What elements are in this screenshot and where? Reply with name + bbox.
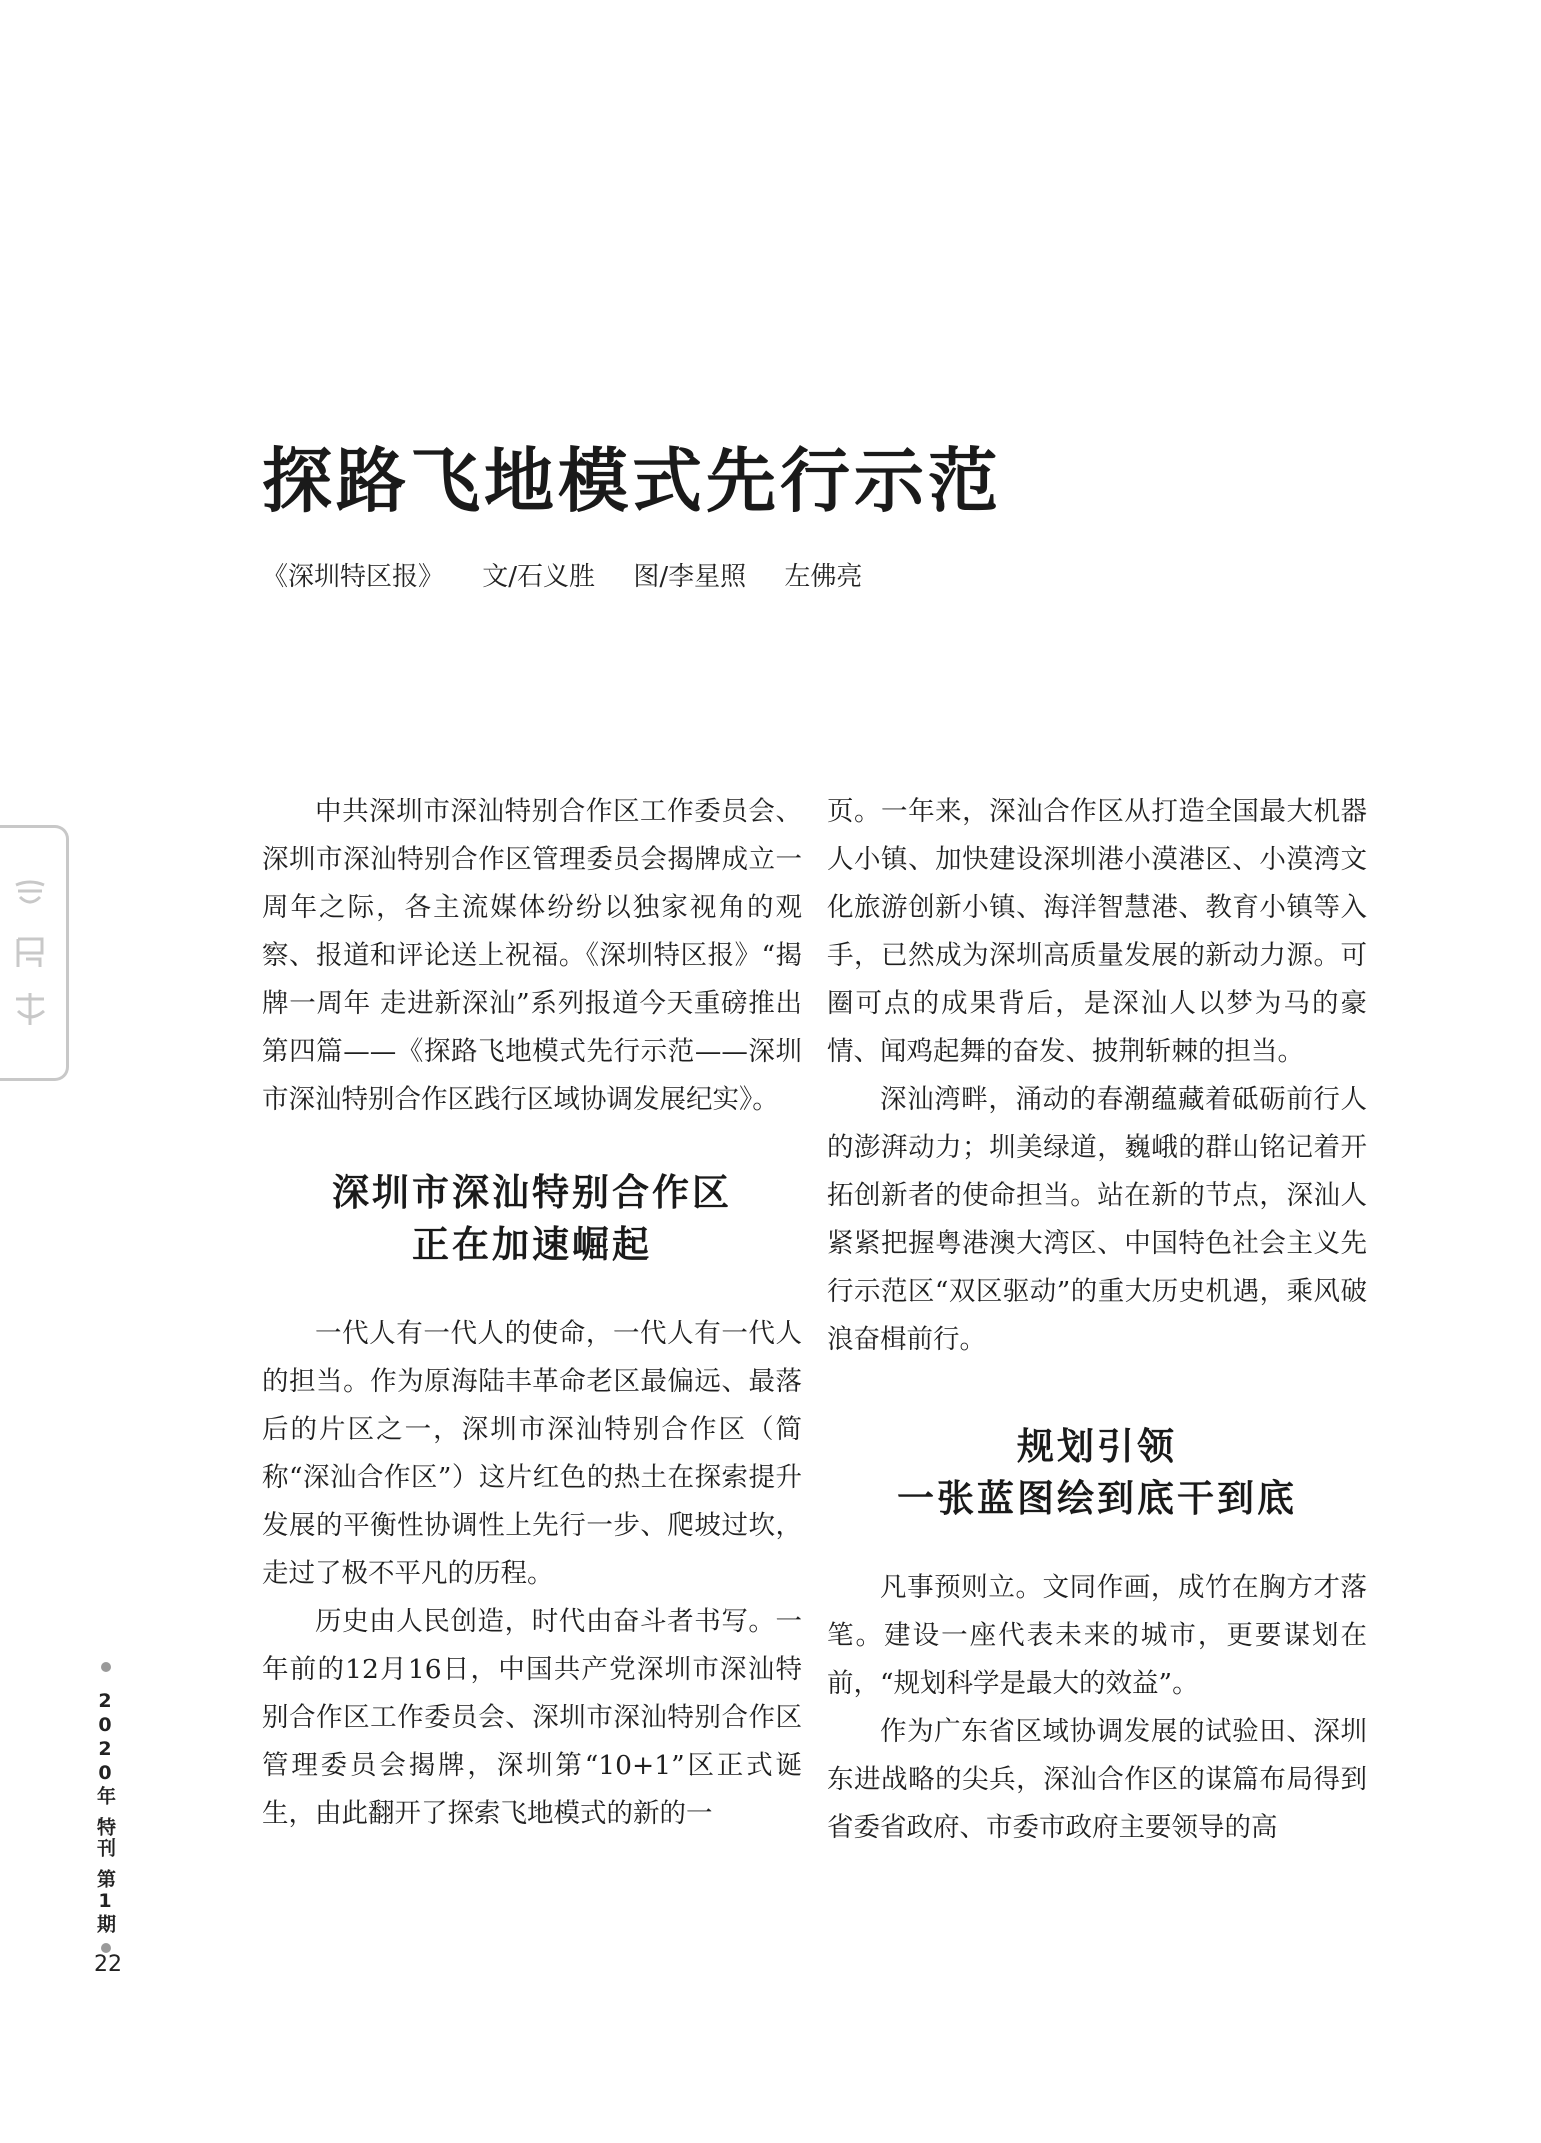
body-paragraph: 一代人有一代人的使命，一代人有一代人的担当。作为原海陆丰革命老区最偏远、最落后的片区之一，深圳市深汕特别合作区（简称“深汕合作区”）这片红色的热土在探索提升发展的平衡性协调性上先行一步、爬坡过坎，走过了极不平凡的历程。 (262, 1318, 802, 1589)
section-heading-1-line-1: 深圳市深汕特别合作区 (332, 1170, 732, 1214)
issue-year: 2020年 (94, 1690, 116, 1807)
body-paragraph: 历史由人民创造，时代由奋斗者书写。一年前的12月16日，中国共产党深圳市深汕特别合作区工作委员会、深圳市深汕特别合作区管理委员会揭牌，深圳第“10+1”区正式诞生，由此翻开了探索飞地模式的新的一 (262, 1606, 802, 1829)
issue-number: 第1期 (94, 1869, 116, 1935)
seal-stamp-icon (0, 825, 69, 1081)
intro-paragraph: 中共深圳市深汕特别合作区工作委员会、深圳市深汕特别合作区管理委员会揭牌成立一周年之际，各主流媒体纷纷以独家视角的观察、报道和评论送上祝福。《深圳特区报》“揭牌一周年 走进新深汕”系列报道今天重磅推出第四篇——《探路飞地模式先行示范——深圳市深汕特别合作区践行区域协调发展纪实》。 (262, 796, 802, 1115)
section-heading-1 (262, 1166, 802, 1270)
byline-source: 《深圳特区报》 (262, 562, 445, 592)
left-column (262, 788, 802, 1838)
body-paragraph: 作为广东省区域协调发展的试验田、深圳东进战略的尖兵，深汕合作区的谋篇布局得到省委省政府、市委市政府主要领导的高 (827, 1716, 1367, 1843)
issue-label (92, 1680, 119, 1935)
byline-writer: 文/石义胜 (482, 562, 596, 592)
byline-photographer: 图/李星照 (633, 562, 747, 592)
section-heading-2-line-1: 规划引领 (1017, 1424, 1177, 1468)
section-heading-1-line-2: 正在加速崛起 (412, 1222, 652, 1266)
section-heading-2-line-2: 一张蓝图绘到底干到底 (897, 1476, 1297, 1520)
seal-glyph-icon (10, 989, 50, 1029)
body-paragraph-continued: 页。一年来，深汕合作区从打造全国最大机器人小镇、加快建设深圳港小漠港区、小漠湾文化旅游创新小镇、海洋智慧港、教育小镇等入手，已然成为深圳高质量发展的新动力源。可圈可点的成果背后，是深汕人以梦为马的豪情、闻鸡起舞的奋发、披荆斩棘的担当。 (827, 796, 1367, 1067)
article-title: 探路飞地模式先行示范 (262, 439, 1002, 522)
byline (262, 556, 892, 593)
seal-glyph-icon (10, 933, 50, 973)
bullet-dot-icon (101, 1662, 111, 1672)
page-number: 22 (94, 1952, 122, 1977)
seal-glyph-icon (10, 877, 50, 917)
right-column (827, 788, 1367, 1852)
body-paragraph: 深汕湾畔，涌动的春潮蕴藏着砥砺前行人的澎湃动力；圳美绿道，巍峨的群山铭记着开拓创新者的使命担当。站在新的节点，深汕人紧紧把握粤港澳大湾区、中国特色社会主义先行示范区“双区驱动”的重大历史机遇，乘风破浪奋楫前行。 (827, 1084, 1367, 1355)
issue-type: 特刊 (94, 1817, 116, 1859)
section-heading-2 (827, 1420, 1367, 1524)
issue-sidebar (92, 1662, 119, 1953)
body-paragraph: 凡事预则立。文同作画，成竹在胸方才落笔。建设一座代表未来的城市，更要谋划在前，“规划科学是最大的效益”。 (827, 1572, 1367, 1699)
byline-photographer-2: 左佛亮 (784, 562, 863, 592)
